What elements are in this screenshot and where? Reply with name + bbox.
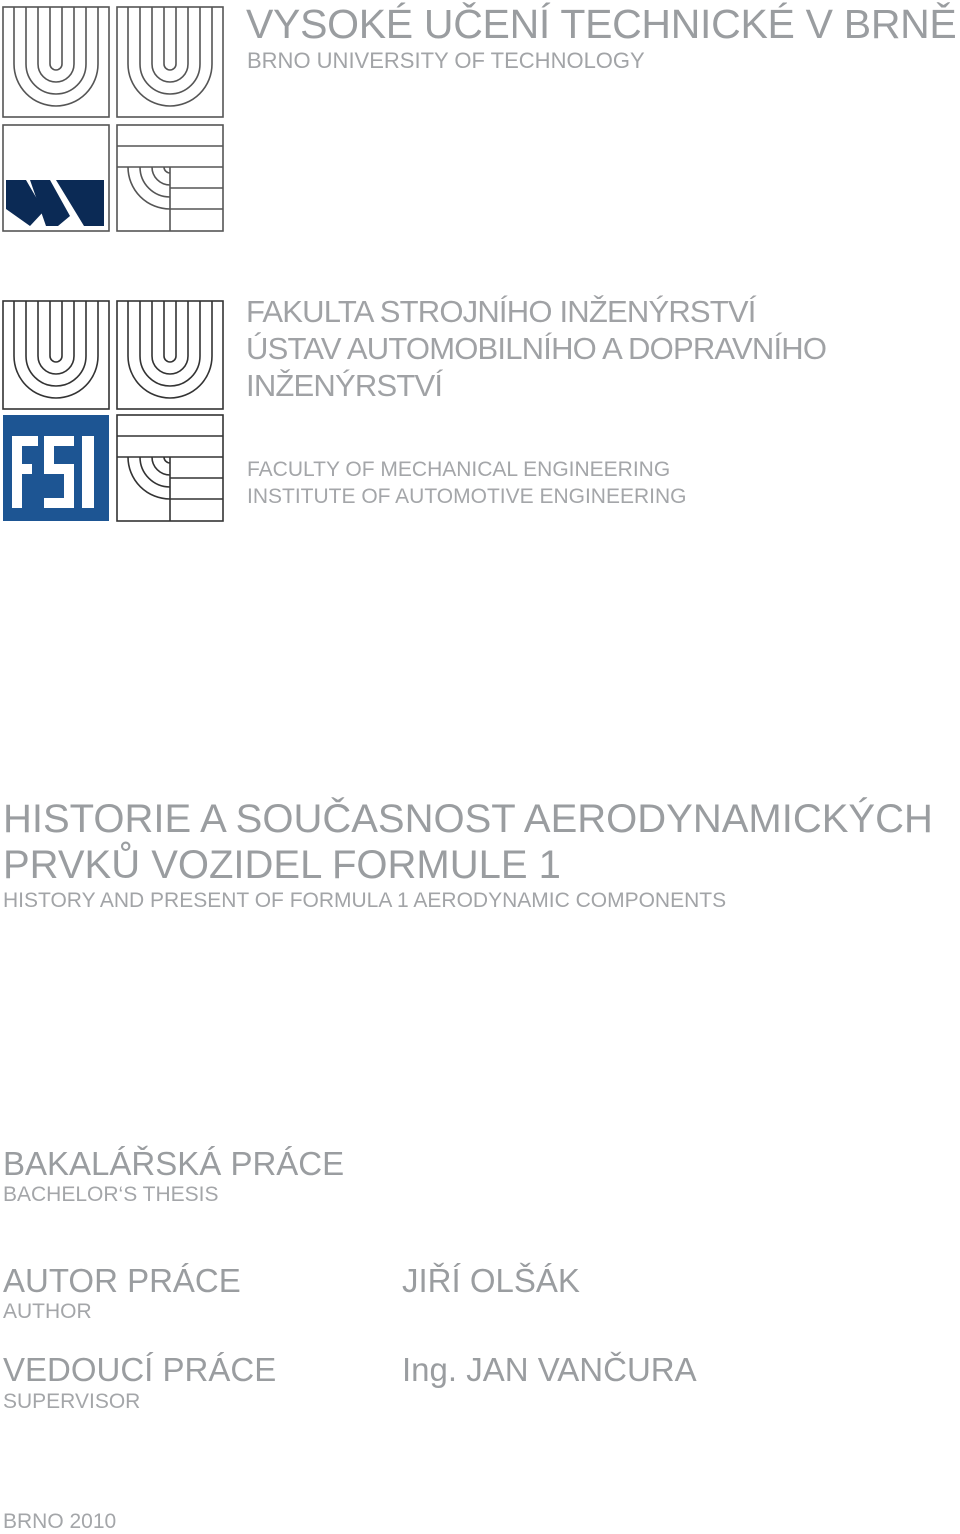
thesis-title-cz-line1: HISTORIE A SOUČASNOST AERODYNAMICKÝCH bbox=[3, 797, 933, 841]
thesis-title-cz-line2: PRVKŮ VOZIDEL FORMULE 1 bbox=[3, 843, 561, 887]
author-label-cz: AUTOR PRÁCE bbox=[3, 1262, 241, 1299]
faculty-name-en: FACULTY OF MECHANICAL ENGINEERING bbox=[247, 458, 671, 481]
supervisor-name: Ing. JAN VANČURA bbox=[402, 1351, 697, 1388]
thesis-type-cz: BAKALÁŘSKÁ PRÁCE bbox=[3, 1145, 345, 1182]
institute-name-en: INSTITUTE OF AUTOMOTIVE ENGINEERING bbox=[247, 485, 687, 508]
university-name-en: BRNO UNIVERSITY OF TECHNOLOGY bbox=[247, 48, 645, 73]
thesis-type-en: BACHELOR‘S THESIS bbox=[3, 1183, 219, 1206]
author-name: JIŘÍ OLŠÁK bbox=[402, 1262, 580, 1299]
fsi-logo bbox=[0, 298, 228, 524]
supervisor-label-cz: VEDOUCÍ PRÁCE bbox=[3, 1351, 277, 1388]
university-name-cz: VYSOKÉ UČENÍ TECHNICKÉ V BRNĚ bbox=[246, 1, 957, 47]
institute-name-cz-line2: INŽENÝRSTVÍ bbox=[246, 368, 443, 403]
faculty-name-cz: FAKULTA STROJNÍHO INŽENÝRSTVÍ bbox=[246, 294, 756, 329]
place-year: BRNO 2010 bbox=[3, 1510, 117, 1533]
thesis-title-en: HISTORY AND PRESENT OF FORMULA 1 AERODYNAMIC COMPONENTS bbox=[3, 889, 727, 912]
vut-logo bbox=[0, 4, 228, 234]
supervisor-label-en: SUPERVISOR bbox=[3, 1390, 141, 1413]
author-label-en: AUTHOR bbox=[3, 1300, 92, 1323]
institute-name-cz-line1: ÚSTAV AUTOMOBILNÍHO A DOPRAVNÍHO bbox=[246, 331, 827, 366]
